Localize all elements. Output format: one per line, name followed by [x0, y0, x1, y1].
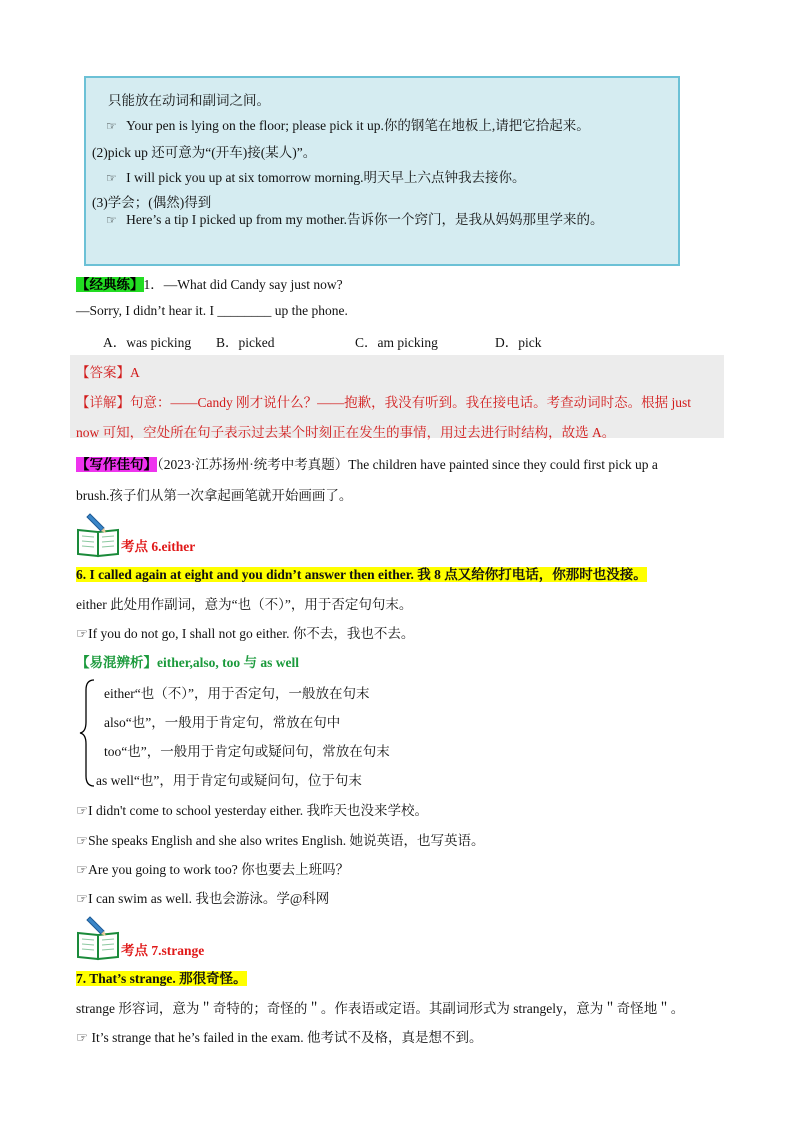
note-line-1: 只能放在动词和副词之间。 [108, 93, 270, 108]
option-d: D．pick [495, 335, 542, 350]
option-a: A．was picking [103, 335, 192, 350]
note-line-3: (2)pick up 还可意为“(开车)接(某人)”。 [92, 145, 317, 160]
point6-sentence: 6. I called again at eight and you didn’t answer then either. 我 8 点又给你打电话，你那时也没接。 [76, 567, 647, 582]
note-line-4: ☞ I will pick you up at six tomorrow morning.明天早上六点钟我去接你。 [106, 170, 526, 185]
point6-title: 考点 6.either [121, 539, 196, 554]
brace-item-either: either“也（不）”，用于否定句，一般放在句末 [104, 686, 370, 701]
brace-item-also: also“也”，一般用于肯定句，常放在句中 [104, 715, 341, 730]
point6-example-4: ☞I can swim as well. 我也会游泳。学@科网 [76, 891, 330, 906]
pointing-hand-icon: ☞ [106, 213, 117, 227]
point7-sentence: 7. That’s strange. 那很奇怪。 [76, 971, 247, 986]
left-brace-icon [78, 678, 96, 788]
exercise-tag: 【经典练】 [76, 277, 144, 292]
point6-example-3: ☞Are you going to work too? 你也要去上班吗？ [76, 862, 350, 877]
point7-title: 考点 7.strange [121, 943, 205, 958]
note-line-5: (3)学会；(偶然)得到 [92, 195, 212, 210]
book-pencil-icon [76, 913, 120, 961]
point6-example-1: ☞I didn't come to school yesterday either. 我昨天也没来学校。 [76, 803, 428, 818]
point7-explain: strange 形容词，意为＂奇特的；奇怪的＂。作表语或定语。其副词形式为 strangely，意为＂奇怪地＂。 [76, 1001, 685, 1016]
writing-tag: 【写作佳句】 [76, 457, 157, 472]
option-b: B．picked [216, 335, 275, 350]
book-pencil-icon [76, 510, 120, 558]
note-line-2: ☞ Your pen is lying on the floor; please pick it up.你的钢笔在地板上,请把它拾起来。 [106, 118, 590, 133]
pointing-hand-icon: ☞ [106, 119, 117, 133]
brace-item-too: too“也”，一般用于肯定句或疑问句，常放在句末 [104, 744, 390, 759]
point6-example-2: ☞She speaks English and she also writes English. 她说英语，也写英语。 [76, 833, 485, 848]
point6-example: ☞If you do not go, I shall not go either. 你不去，我也不去。 [76, 626, 415, 641]
answer-label: 【答案】A [76, 365, 140, 380]
note-line-6: ☞ Here’s a tip I picked up from my mother.告诉你一个窍门，是我从妈妈那里学来的。 [106, 212, 604, 227]
brace-item-as-well: as well“也”，用于肯定句或疑问句，位于句末 [96, 773, 362, 788]
exercise-question: 【经典练】1．—What did Candy say just now? [76, 277, 343, 292]
point7-example: ☞ It’s strange that he’s failed in the exam. 他考试不及格，真是想不到。 [76, 1030, 483, 1045]
option-c: C．am picking [355, 335, 438, 350]
confusion-title: 【易混辨析】either,also, too 与 as well [76, 655, 299, 670]
writing-line-1: 【写作佳句】（2023·江苏扬州·统考中考真题）The children have painted since they could first pick up a [76, 457, 658, 472]
pointing-hand-icon: ☞ [106, 171, 117, 185]
writing-line-2: brush.孩子们从第一次拿起画笔就开始画画了。 [76, 488, 353, 503]
explain-line-1: 【详解】句意：——Candy 刚才说什么？——抱歉，我没有听到。我在接电话。考查动词时态。根据 just [76, 395, 692, 410]
exercise-line-2: —Sorry, I didn’t hear it. I ________ up the phone. [76, 303, 348, 318]
explain-line-2: now 可知，空处所在句子表示过去某个时刻正在发生的事情，用过去进行时结构，故选 A。 [76, 425, 616, 440]
point6-explain: either 此处用作副词，意为“也（不）”，用于否定句句末。 [76, 597, 413, 612]
